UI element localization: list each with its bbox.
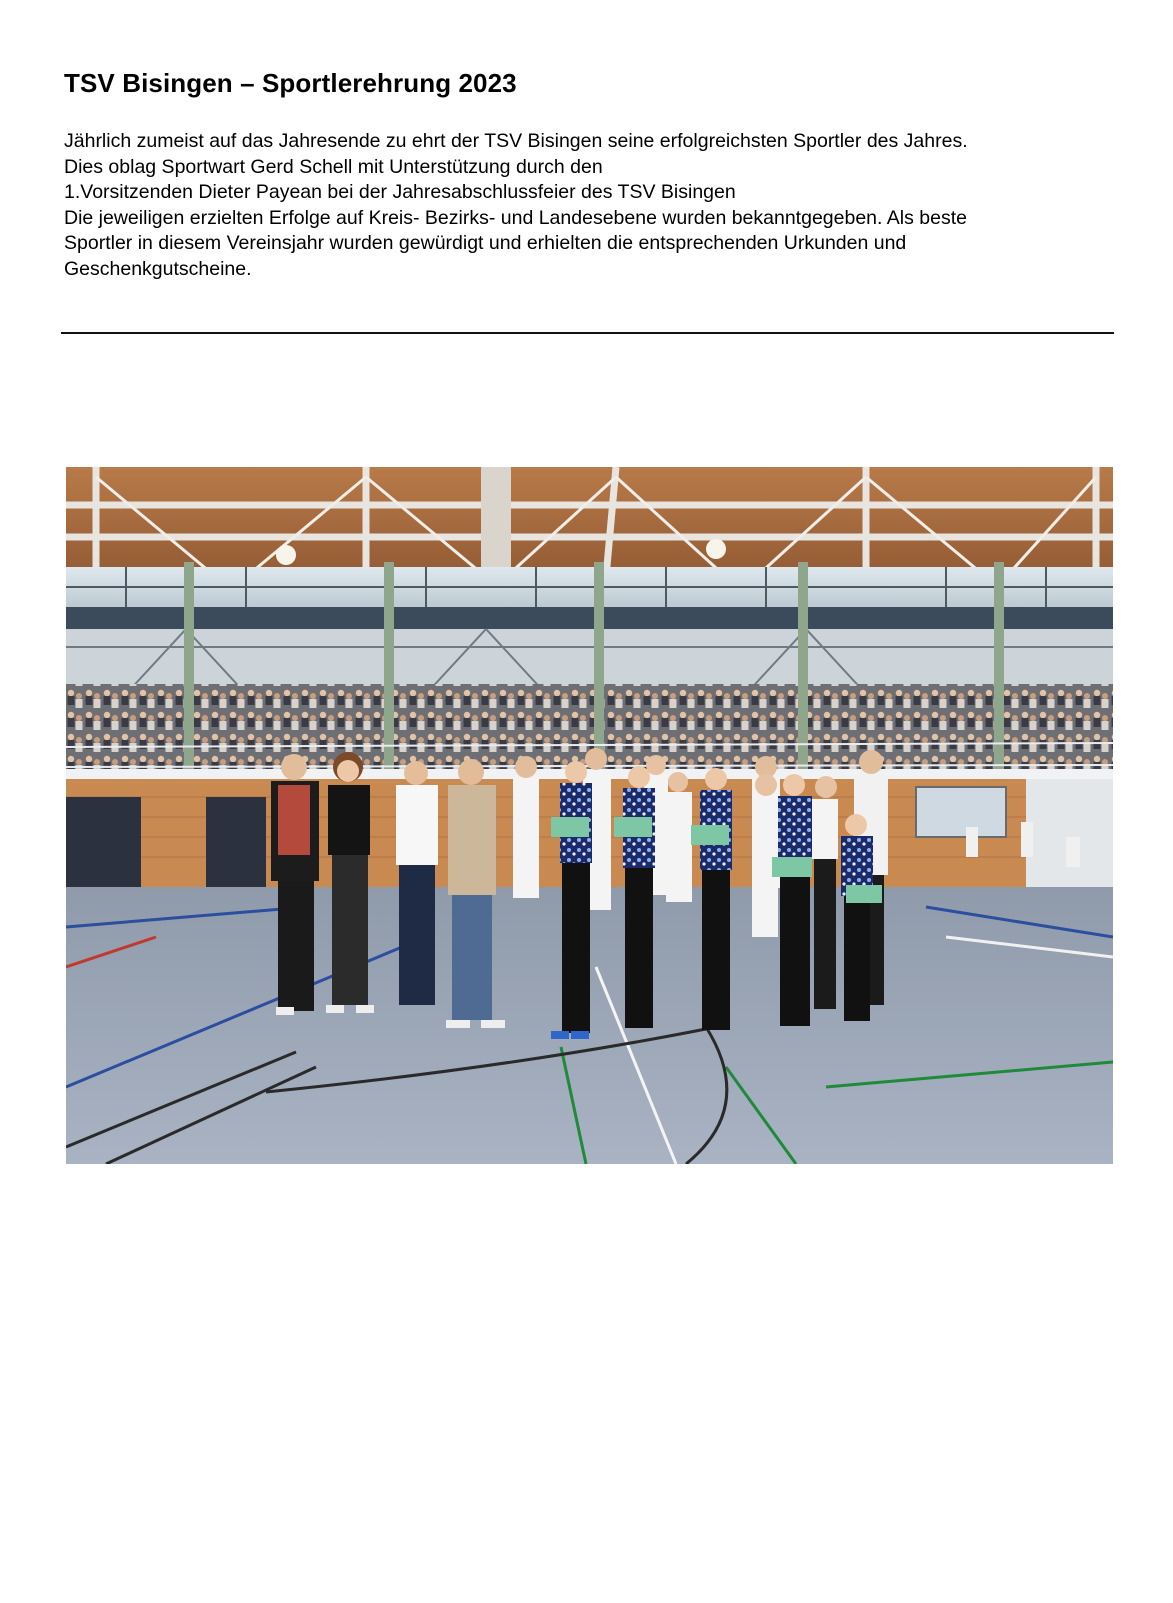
group-photo xyxy=(66,467,1113,1164)
paragraph-line: Sportler in diesem Vereinsjahr wurden gewürdigt und erhielten die entsprechenden Urkunden und xyxy=(64,232,907,254)
intro-paragraph xyxy=(64,129,1164,282)
paragraph-line: Die jeweiligen erzielten Erfolge auf Kreis- Bezirks- und Landesebene wurden bekanntgegeben. Als beste xyxy=(64,206,967,229)
paragraph-line: Dies oblag Sportwart Gerd Schell mit Unterstützung durch den xyxy=(64,155,603,178)
paragraph-line: Geschenkgutscheine. xyxy=(64,257,252,280)
horizontal-divider xyxy=(61,332,1114,334)
athlete-group xyxy=(271,748,888,1039)
upper-windows xyxy=(66,567,1113,612)
paragraph-line: Jährlich zumeist auf das Jahresende zu ehrt der TSV Bisingen seine erfolgreichsten Sportler des Jahres. xyxy=(64,130,968,152)
paragraph-line: 1.Vorsitzenden Dieter Payean bei der Jahresabschlussfeier des TSV Bisingen xyxy=(64,181,736,203)
page-title: TSV Bisingen – Sportlerehrung 2023 xyxy=(64,68,517,98)
